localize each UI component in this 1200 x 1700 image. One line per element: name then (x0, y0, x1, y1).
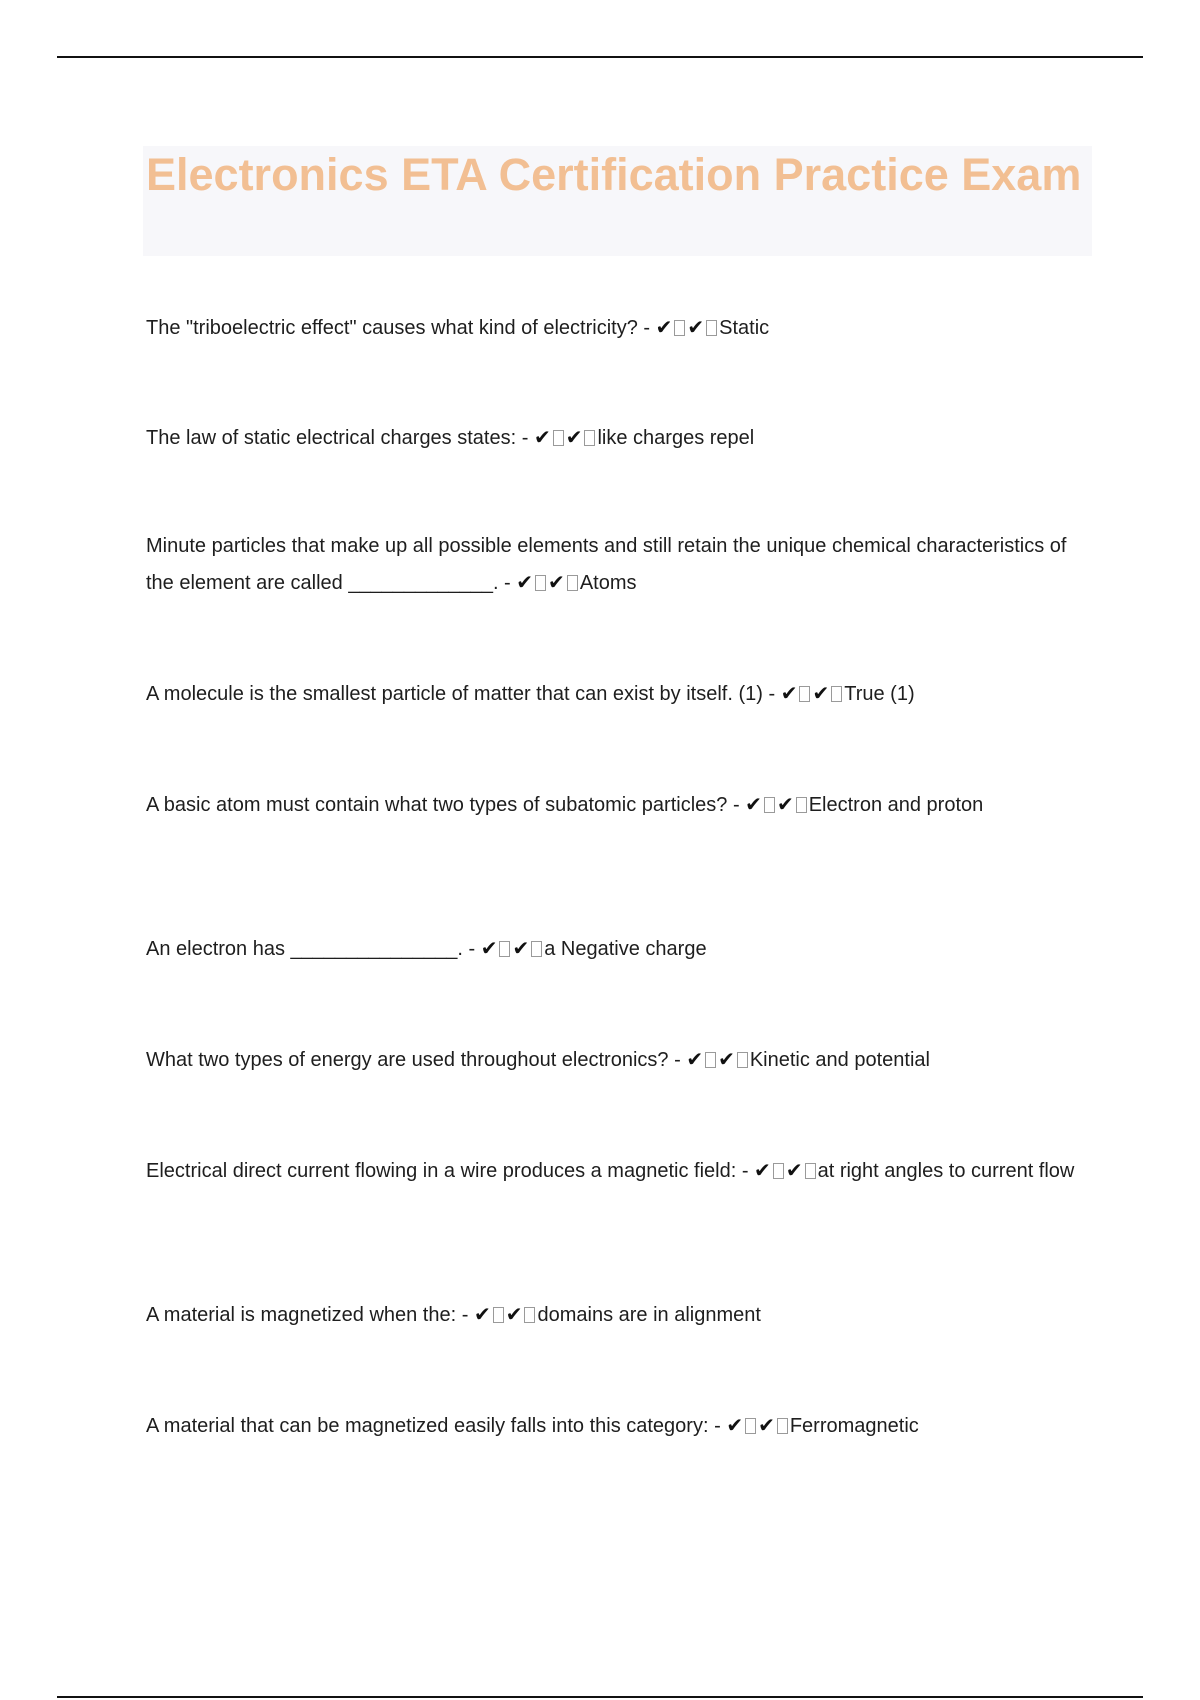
answer-text: a Negative charge (544, 938, 707, 960)
check-icon: ✔ (533, 425, 551, 449)
placeholder-box-icon (535, 575, 546, 591)
question-text: A material is magnetized when the: (146, 1304, 457, 1326)
check-icon: ✔ (776, 792, 794, 816)
qa-item-10 (146, 1407, 1096, 1444)
check-icon: ✔ (785, 1158, 803, 1182)
check-icon: ✔ (512, 936, 530, 960)
check-icon: ✔ (726, 1413, 744, 1437)
placeholder-box-icon (674, 320, 685, 336)
separator: - (708, 1415, 727, 1437)
placeholder-box-icon (764, 797, 775, 813)
placeholder-box-icon (773, 1163, 784, 1179)
placeholder-box-icon (524, 1307, 535, 1323)
answer-text: Electron and proton (808, 794, 984, 816)
qa-item-4 (146, 675, 1096, 712)
placeholder-box-icon (567, 575, 578, 591)
separator: - (736, 1160, 755, 1182)
placeholder-box-icon (584, 430, 595, 446)
placeholder-box-icon (553, 430, 564, 446)
title-banner (143, 146, 1092, 256)
qa-item-8 (146, 1152, 1096, 1189)
placeholder-box-icon (745, 1418, 756, 1434)
separator: - (456, 1304, 474, 1326)
answer-text: like charges repel (597, 427, 755, 449)
answer-text: Static (719, 317, 770, 339)
check-icon: ✔ (548, 570, 565, 594)
qa-item-2 (146, 419, 1096, 456)
placeholder-box-icon (799, 686, 810, 702)
check-icon: ✔ (718, 1047, 735, 1071)
check-icon: ✔ (655, 315, 673, 339)
check-icon: ✔ (505, 1302, 523, 1326)
separator: - (637, 317, 656, 339)
placeholder-box-icon (499, 941, 510, 957)
check-icon: ✔ (758, 1413, 775, 1437)
check-icon: ✔ (687, 315, 705, 339)
placeholder-box-icon (737, 1052, 748, 1068)
check-icon: ✔ (480, 936, 498, 960)
placeholder-box-icon (493, 1307, 504, 1323)
separator: - (516, 427, 534, 449)
separator: - (727, 794, 746, 816)
answer-text: Kinetic and potential (749, 1049, 930, 1071)
top-rule (57, 56, 1143, 58)
check-icon: ✔ (754, 1158, 771, 1182)
placeholder-box-icon (831, 686, 842, 702)
placeholder-box-icon (796, 797, 807, 813)
placeholder-box-icon (706, 320, 717, 336)
bottom-rule (57, 1696, 1143, 1698)
qa-item-5 (146, 786, 1096, 823)
separator: - (762, 683, 781, 705)
qa-item-7 (146, 1041, 1096, 1078)
answer-text: domains are in alignment (537, 1304, 761, 1326)
check-icon: ✔ (565, 425, 583, 449)
question-text: A molecule is the smallest particle of matter that can exist by itself. (1) (146, 683, 763, 705)
qa-item-3 (146, 528, 1096, 601)
qa-item-1 (146, 309, 1096, 346)
check-icon: ✔ (780, 681, 798, 705)
question-text: Electrical direct current flowing in a wire produces a magnetic field: (146, 1160, 737, 1182)
document-title: Electronics ETA Certification Practice Exam (146, 149, 1082, 200)
question-text: The law of static electrical charges states: (146, 427, 517, 449)
placeholder-box-icon (531, 941, 542, 957)
separator: - (668, 1049, 687, 1071)
check-icon: ✔ (473, 1302, 491, 1326)
answer-text: True (1) (844, 683, 915, 705)
placeholder-box-icon (777, 1418, 788, 1434)
question-text: A material that can be magnetized easily falls into this category: (146, 1415, 709, 1437)
check-icon: ✔ (686, 1047, 704, 1071)
check-icon: ✔ (745, 792, 762, 816)
qa-item-6 (146, 930, 1096, 967)
answer-text: at right angles to current flow (817, 1160, 1075, 1182)
check-icon: ✔ (812, 681, 830, 705)
check-icon: ✔ (516, 570, 534, 594)
question-text: An electron has _______________. (146, 938, 463, 960)
placeholder-box-icon (705, 1052, 716, 1068)
question-text: What two types of energy are used throughout electronics? (146, 1049, 669, 1071)
placeholder-box-icon (805, 1163, 816, 1179)
separator: - (498, 572, 517, 594)
answer-text: Ferromagnetic (789, 1415, 919, 1437)
separator: - (462, 938, 481, 960)
qa-item-9 (146, 1296, 1096, 1333)
answer-text: Atoms (579, 572, 637, 594)
question-text: Minute particles that make up all possible elements and still retain the unique chemical characteristics of the element are called _____________. (146, 535, 1067, 594)
question-text: The "triboelectric effect" causes what kind of electricity? (146, 317, 638, 339)
question-text: A basic atom must contain what two types of subatomic particles? (146, 794, 728, 816)
